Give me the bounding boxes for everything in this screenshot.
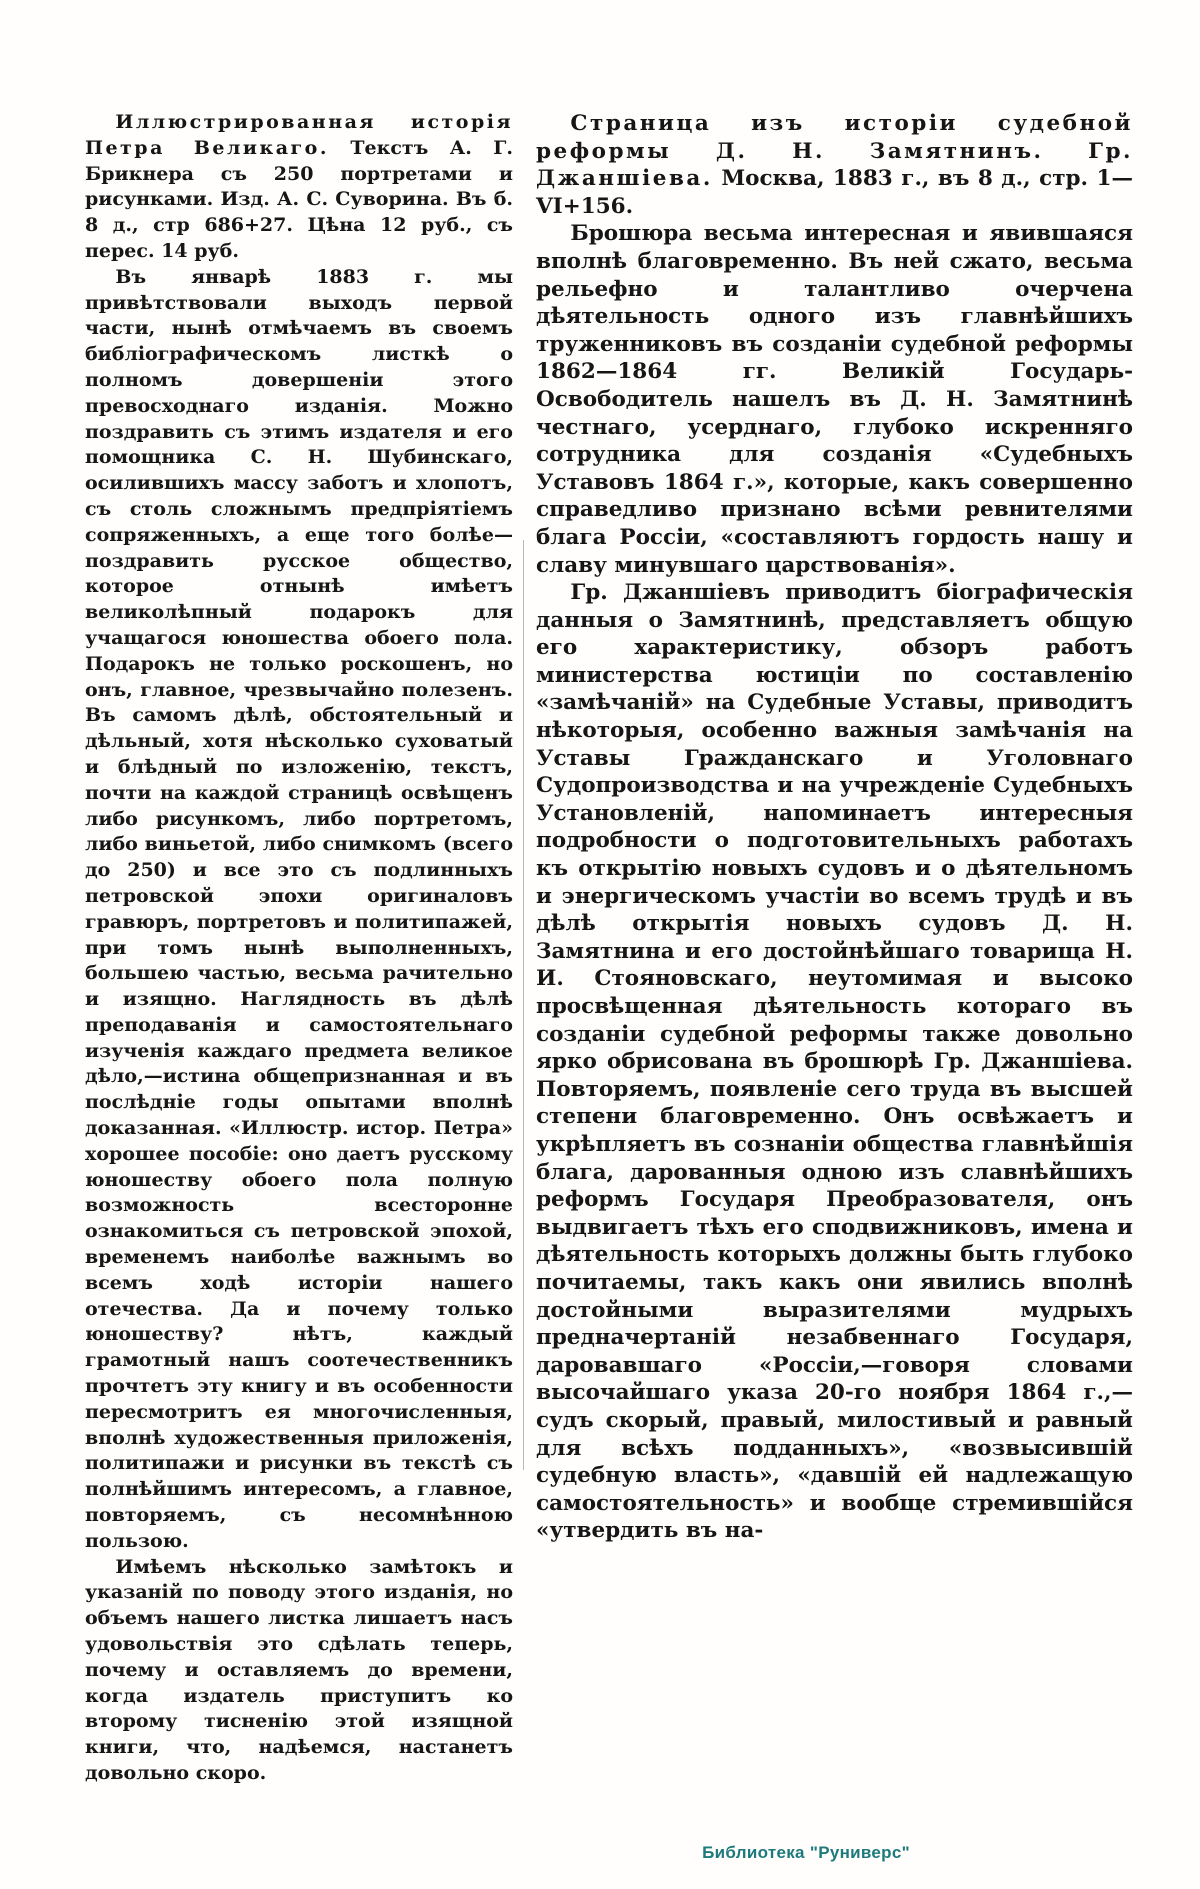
- review-paragraph: Брошюра весьма интересная и явившаяся вполнѣ благовременно. Въ ней сжато, весьма рельефно и талантливо очерчена дѣятельность одного изъ главнѣйшихъ труженниковъ въ созданіи судебной реформы 1862—1864 гг. Великій Государь-Освободитель нашелъ въ Д. Н. Замятнинѣ честнаго, усерднаго, глубоко искренняго сотрудника для созданія «Судебныхъ Уставовъ 1864 г.», которые, какъ совершенно справедливо признано всѣми ревнителями блага Россіи, «составляютъ гордость нашу и славу минувшаго царствованія».: [536, 221, 1133, 578]
- book-title-right: Страница изъ исторіи судебной реформы Д. Н. Замятнинъ. Гр. Джаншіева.: [536, 111, 1133, 192]
- book-details-left: Текстъ А. Г. Брикнера съ 250 портретами и рисунками. Изд. А. С. Суворина. Въ б. 8 д., стр 686+27. Цѣна 12 руб., съ перес. 14 руб.: [85, 136, 513, 262]
- right-column: [536, 110, 1133, 1545]
- bibliographic-entry-right: [536, 110, 1133, 220]
- column-divider: [523, 540, 524, 1470]
- book-title-left: Иллюстрированная исторія Петра Великаго.: [85, 111, 513, 159]
- bibliographic-entry-left: [85, 110, 513, 265]
- left-column: [85, 110, 513, 1787]
- book-details-right: Москва, 1883 г., въ 8 д., стр. 1—VI+156.: [536, 166, 1133, 219]
- review-paragraph: Гр. Джаншіевъ приводитъ біографическія данныя о Замятнинѣ, представляетъ общую его характеристику, обзоръ работъ министерства юстиціи по составленію «замѣчаній» на Судебные Уставы, приводитъ нѣкоторыя, особенно важныя замѣчанія на Уставы Гражданскаго и Уголовнаго Судопроизводства и на учрежденіе Судебныхъ Установленій, напоминаетъ интересныя подробности о подготовительныхъ работахъ къ открытію новыхъ судовъ и о дѣятельномъ и энергическомъ участіи во всемъ трудѣ и въ дѣлѣ открытія новыхъ судовъ Д. Н. Замятнина и его достойнѣйшаго товарища Н. И. Стояновскаго, неутомимая и высоко просвѣщенная дѣятельность котораго въ созданіи судебной реформы также довольно ярко обрисована въ брошюрѣ Гр. Джаншіева. Повторяемъ, появленіе сего труда въ высшей степени благовременно. Онъ освѣжаетъ и укрѣпляетъ въ сознаніи общества главнѣйшія блага, дарованныя одною изъ славнѣйшихъ реформъ Государя Преобразователя, онъ выдвигаетъ тѣхъ его сподвижниковъ, имена и дѣятельность которыхъ должны быть глубоко почитаемы, такъ какъ они явились вполнѣ достойными выразителями мудрыхъ предначертаній незабвеннаго Государя, даровавшаго «Россіи,—говоря словами высочайшаго указа 20-го ноября 1864 г.,—судъ скорый, правый, милостивый и равный для всѣхъ подданныхъ», «возвысившій судебную власть», «давшій ей надлежащую самостоятельность» и вообще стремившійся «утвердить въ на-: [536, 580, 1133, 1544]
- library-watermark: Библиотека "Руниверс": [702, 1843, 910, 1862]
- review-paragraph: Въ январѣ 1883 г. мы привѣтствовали выходъ первой части, нынѣ отмѣчаемъ въ своемъ библіографическомъ листкѣ о полномъ довершеніи этого превосходнаго изданія. Можно поздравить съ этимъ издателя и его помощника С. Н. Шубинскаго, осилившихъ массу заботъ и хлопотъ, съ столь сложнымъ предпріятіемъ сопряженныхъ, а еще того болѣе—поздравить русское общество, которое отнынѣ имѣетъ великолѣпный подарокъ для учащагося юношества обоего пола. Подарокъ не только роскошенъ, но онъ, главное, чрезвычайно полезенъ. Въ самомъ дѣлѣ, обстоятельный и дѣльный, хотя нѣсколько суховатый и блѣдный по изложенію, текстъ, почти на каждой страницѣ освѣщенъ либо рисункомъ, либо портретомъ, либо виньетой, либо снимкомъ (всего до 250) и все это съ подлинныхъ петровской эпохи оригиналовъ гравюръ, портретовъ и политипажей, при томъ нынѣ выполненныхъ, большею частью, весьма рачительно и изящно. Наглядность въ дѣлѣ преподаванія и самостоятельнаго изученія каждаго предмета великое дѣло,—истина общепризнанная и въ послѣдніе годы опытами вполнѣ доказанная. «Иллюстр. истор. Петра» хорошее пособіе: оно даетъ русскому юношеству обоего пола полную возможность всесторонне ознакомиться съ петровской эпохой, временемъ наиболѣе важнымъ во всемъ ходѣ исторіи нашего отечества. Да и почему только юношеству? нѣтъ, каждый грамотный нашъ соотечественникъ прочтетъ эту книгу и въ особенности пересмотритъ ея многочисленныя, вполнѣ художественныя приложенія, политипажи и рисунки въ текстѣ съ полнѣйшимъ интересомъ, а главное, повторяемъ, съ несомнѣнною пользою.: [85, 265, 513, 1552]
- review-paragraph: Имѣемъ нѣсколько замѣтокъ и указаній по поводу этого изданія, но объемъ нашего листка лишаетъ насъ удовольствія это сдѣлать теперь, почему и оставляемъ до времени, когда издатель приступитъ ко второму тисненію этой изящной книги, что, надѣемся, настанетъ довольно скоро.: [85, 1555, 513, 1784]
